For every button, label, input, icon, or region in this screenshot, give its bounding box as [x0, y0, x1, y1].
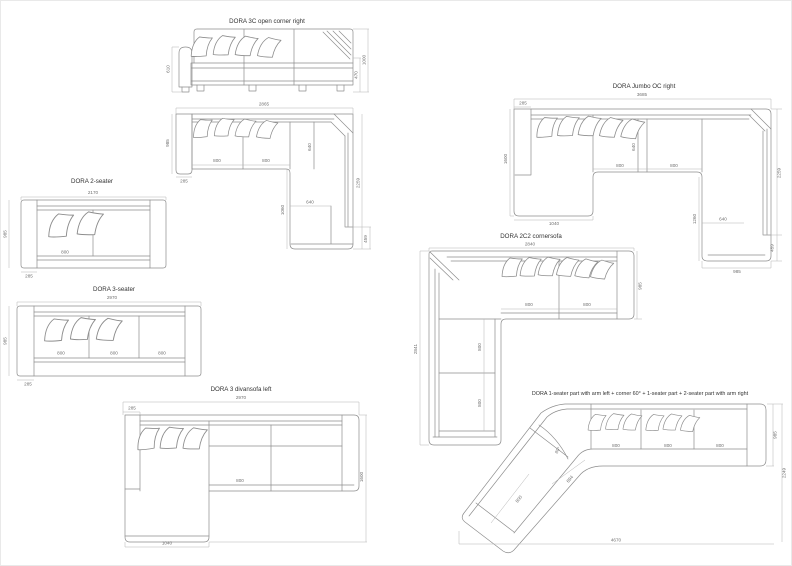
dim-plan-corner-depth: 640 — [307, 143, 312, 151]
dim-arm: 285 — [519, 100, 527, 106]
drawing-title: DORA 3-seater — [93, 286, 135, 293]
dim-seat2: 800 — [110, 350, 118, 356]
cushions — [46, 211, 104, 238]
dim-right-total: 2259 — [776, 167, 782, 179]
dim-leg-bottom: 459 — [769, 244, 775, 252]
dim-seat2: 800 — [670, 163, 678, 168]
dim-seat3: 800 — [716, 443, 724, 448]
dim-arm: 285 — [128, 405, 136, 411]
dim-depth: 985 — [772, 431, 778, 439]
dim-plan-seat2: 800 — [262, 158, 270, 163]
dim-plan-depth: 985 — [165, 139, 170, 147]
dim-seat2: 800 — [664, 443, 672, 448]
drawing-title: DORA 1-seater part with arm left + corner 60° + 1-seater part + 2-seater part with arm right — [531, 391, 749, 397]
dim-corner-inner: 694 — [565, 474, 575, 484]
dim-leg-width: 985 — [733, 269, 741, 274]
dim-width: 2840 — [524, 241, 536, 247]
dim-seat: 800 — [61, 249, 69, 255]
dim-seat3: 800 — [158, 350, 166, 356]
dim-plan-seat1: 800 — [213, 158, 221, 163]
drawing-title: DORA 2C2 cornersofa — [500, 233, 562, 240]
dim-arm: 285 — [25, 273, 33, 279]
dim-seat-depth: 640 — [631, 143, 636, 151]
dim-plan-width: 2865 — [258, 101, 270, 107]
dim-depth: 985 — [2, 337, 8, 345]
dim-chaise-depth: 1600 — [503, 153, 508, 165]
drawing-2-seater — [3, 178, 167, 279]
dim-elev-total-height: 1000 — [361, 54, 367, 66]
dim-plan-arm: 285 — [180, 178, 188, 184]
dim-leg-inner-width: 640 — [719, 216, 727, 222]
dim-plan-leg-height: 1060 — [280, 204, 285, 216]
drawing-3c-open-corner-right — [165, 18, 371, 249]
dim-vseat1: 800 — [477, 343, 482, 351]
cushions — [500, 257, 614, 280]
dim-chaise-width: 1040 — [548, 221, 560, 226]
dim-depth-total: 1600 — [359, 471, 364, 483]
dim-seat2: 800 — [583, 302, 591, 307]
drawing-3-seater — [3, 286, 202, 387]
dim-plan-leg-bottom: 459 — [363, 235, 368, 243]
drawing-title: DORA 3 divansofa left — [210, 386, 272, 393]
drawing-title: DORA 2-seater — [71, 178, 113, 185]
dim-lines — [9, 302, 201, 380]
dim-elev-arm-height: 610 — [165, 65, 171, 73]
dim-depth: 985 — [637, 282, 643, 290]
drawing-title: DORA Jumbo OC right — [612, 83, 676, 90]
drawing-2c2-cornersofa — [413, 233, 643, 445]
dim-seat1: 800 — [616, 163, 624, 168]
dim-plan-leg-width: 640 — [306, 199, 314, 205]
dim-height-total: 2249 — [781, 467, 787, 479]
dim-seat1: 800 — [57, 350, 65, 356]
cushions — [134, 426, 208, 451]
dim-seat: 800 — [236, 478, 244, 483]
dim-arm: 285 — [24, 381, 32, 387]
dim-width: 2970 — [235, 395, 247, 400]
dim-diag-seat: 800 — [514, 494, 524, 504]
dim-angle: 60° — [553, 445, 562, 455]
dim-vseat2: 800 — [477, 399, 482, 407]
dim-leg-inner-height: 1260 — [692, 213, 697, 225]
cushions — [42, 317, 122, 342]
elevation-cushions — [189, 35, 281, 58]
dim-width: 3685 — [636, 92, 648, 97]
dim-elev-back-height: 470 — [353, 71, 359, 79]
dim-width-total: 4670 — [610, 537, 622, 543]
dim-lines — [123, 402, 367, 547]
dim-width: 2170 — [87, 190, 99, 195]
dim-seat1: 800 — [525, 302, 533, 307]
plan-cushions — [191, 118, 278, 139]
drawing-corner-60-combination — [459, 391, 787, 553]
dim-width: 2970 — [106, 295, 118, 300]
dim-chaise-width: 1040 — [161, 540, 173, 546]
drawing-jumbo-oc-right — [503, 83, 782, 274]
dim-depth: 985 — [2, 230, 8, 238]
drawing-divansofa-left — [123, 386, 367, 547]
dim-seat1: 800 — [612, 443, 620, 448]
cushions — [587, 413, 700, 432]
sofa-diagrams — [1, 1, 791, 565]
dim-lines — [459, 404, 783, 544]
dim-height-total: 2841 — [413, 343, 418, 355]
drawing-title: DORA 3C open corner right — [229, 18, 305, 25]
dim-plan-total-height: 2259 — [355, 177, 361, 189]
dim-lines — [420, 248, 642, 445]
